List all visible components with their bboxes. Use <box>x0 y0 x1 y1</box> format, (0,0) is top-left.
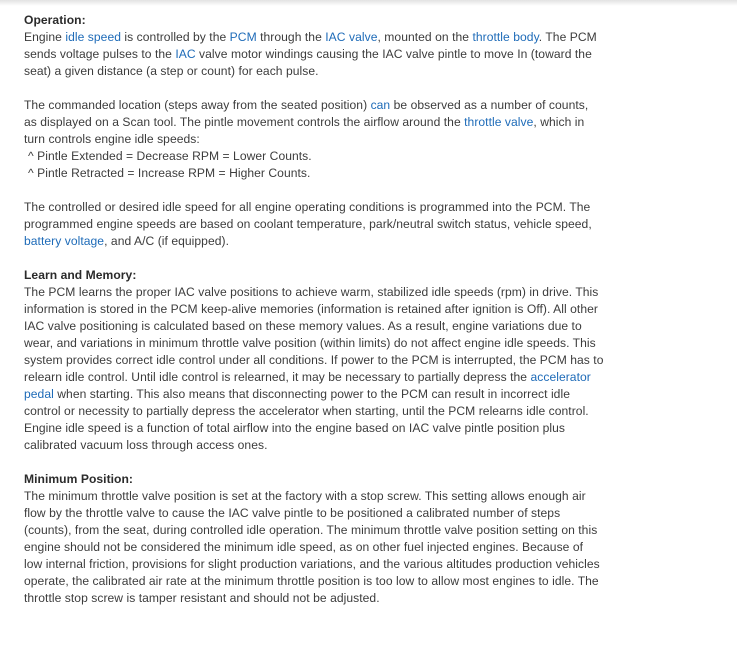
link-idle-speed[interactable]: idle speed <box>65 30 122 44</box>
top-shadow <box>0 0 737 6</box>
spacer <box>24 182 604 199</box>
operation-paragraph-3 <box>24 199 604 250</box>
link-throttle-valve[interactable]: throttle valve <box>464 115 534 129</box>
learn-memory-heading: Learn and Memory: <box>24 268 137 282</box>
operation-paragraph-2 <box>24 97 604 148</box>
link-throttle-body[interactable]: throttle body <box>472 30 539 44</box>
minimum-position-paragraph: The minimum throttle valve position is set at the factory with a stop screw. This setting allows enough air flow by the throttle valve to cause the IAC valve pintle to be positioned a calibrated number of steps (counts), from the seat, during controlled idle operation. The minimum throttle valve position setting on this engine should not be considered the minimum idle speed, as on other fuel injected engines. Because of low internal friction, provisions for slight production variations, and the various altitudes production vehicles operate, the calibrated air rate at the minimum throttle position is too low to allow most engines to idle. The throttle stop screw is tamper resistant and should not be adjusted. <box>24 489 600 605</box>
link-pcm[interactable]: PCM <box>229 30 257 44</box>
text-span: , which in turn controls engine idle speeds: <box>24 115 585 146</box>
text-span: is controlled by the <box>121 30 230 44</box>
link-battery-voltage[interactable]: battery voltage <box>24 234 105 248</box>
link-iac-valve[interactable]: IAC valve <box>325 30 378 44</box>
bullet-item: ^ Pintle Extended = Decrease RPM = Lower Counts. <box>28 149 312 163</box>
text-span: The controlled or desired idle speed for all engine operating conditions is programmed into the PCM. The programmed engine speeds are based on coolant temperature, park/neutral switch status, vehicle speed, <box>24 200 592 231</box>
link-can[interactable]: can <box>370 98 391 112</box>
link-accelerator-pedal[interactable]: accelerator pedal <box>24 370 591 401</box>
minimum-position-heading: Minimum Position: <box>24 472 134 486</box>
spacer <box>24 454 604 471</box>
text-span: through the <box>256 30 326 44</box>
text-span: The commanded location (steps away from the seated position) <box>24 98 371 112</box>
text-span: Engine <box>24 30 66 44</box>
link-iac[interactable]: IAC <box>175 47 196 61</box>
text-span: valve motor windings causing the IAC valve pintle to move In (toward the seat) a given distance (a step or count) for each pulse. <box>24 47 592 78</box>
text-span: , mounted on the <box>377 30 473 44</box>
learn-memory-paragraph <box>24 284 604 454</box>
operation-paragraph-1 <box>24 29 604 80</box>
operation-heading: Operation: <box>24 13 86 27</box>
text-span: . The PCM sends voltage pulses to the <box>24 30 597 61</box>
text-span: The PCM learns the proper IAC valve positions to achieve warm, stabilized idle speeds (rpm) in drive. This information is stored in the PCM keep-alive memories (information is retained after ignition is Off). All other IAC valve positioning is calculated based on these memory values. As a result, engine variations due to wear, and variations in minimum throttle valve position (within limits) do not affect engine idle speeds. This system provides correct idle control under all conditions. If power to the PCM is interrupted, the PCM has to relearn idle control. Until idle control is relearned, it may be necessary to partially depress the <box>24 285 604 384</box>
bullet-item: ^ Pintle Retracted = Increase RPM = Higher Counts. <box>28 166 311 180</box>
text-span: , and A/C (if equipped). <box>104 234 229 248</box>
spacer <box>24 250 604 267</box>
spacer <box>24 80 604 97</box>
document-body <box>24 12 604 607</box>
text-span: when starting. This also means that disconnecting power to the PCM can result in incorrect idle control or necessity to partially depress the accelerator when starting, until the PCM relearns idle control. Engine idle speed is a function of total airflow into the engine based on IAC valve pintle position plus calibrated vacuum loss through access ones. <box>24 387 589 452</box>
text-span: be observed as a number of counts, as displayed on a Scan tool. The pintle movement controls the airflow around the <box>24 98 589 129</box>
